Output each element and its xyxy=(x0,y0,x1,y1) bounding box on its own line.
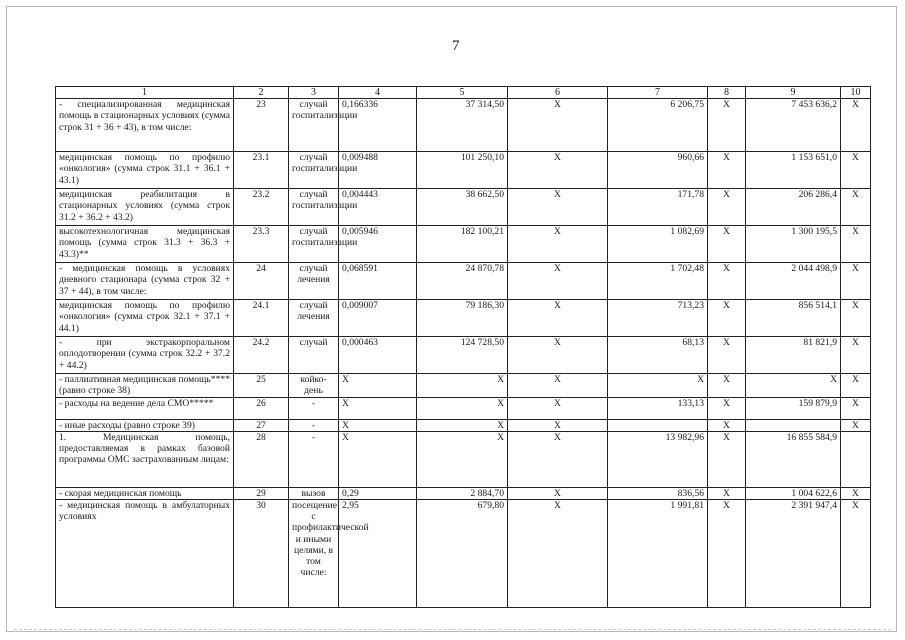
table-cell: - паллиативная медицинская помощь**** (равно строке 38) xyxy=(56,374,234,397)
table-cell: X xyxy=(708,431,746,487)
table-cell: посещение с профилактической и иными целями, в том числе: xyxy=(289,500,339,608)
table-cell: случай госпитализации xyxy=(289,189,339,226)
table-row xyxy=(56,487,871,499)
table-cell: 24 870,78 xyxy=(417,263,508,300)
table-cell: X xyxy=(508,397,608,419)
table-cell: X xyxy=(339,419,417,431)
table-cell: 679,80 xyxy=(417,500,508,608)
table-cell: случай госпитализации xyxy=(289,99,339,152)
table-cell: X xyxy=(841,189,871,226)
table-cell: 29 xyxy=(234,487,289,499)
table-cell: 27 xyxy=(234,419,289,431)
table-cell: 1 991,81 xyxy=(608,500,708,608)
table-cell: X xyxy=(417,374,508,397)
table-cell: 124 728,50 xyxy=(417,337,508,374)
table-cell: X xyxy=(708,99,746,152)
table-cell: X xyxy=(508,300,608,337)
table-row xyxy=(56,263,871,300)
table-cell: 1 702,48 xyxy=(608,263,708,300)
table-cell xyxy=(746,419,841,431)
table-row xyxy=(56,152,871,189)
table-cell: - медицинская помощь в условиях дневного стационара (сумма строк 32 + 37 + 44), в том числе: xyxy=(56,263,234,300)
table-cell: X xyxy=(417,431,508,487)
table-row xyxy=(56,226,871,263)
table-cell: 0,166336 xyxy=(339,99,417,152)
table-cell: - расходы на ведение дела СМО***** xyxy=(56,397,234,419)
table-cell: вызов xyxy=(289,487,339,499)
table-cell: 713,23 xyxy=(608,300,708,337)
column-number-header: 8 xyxy=(708,87,746,99)
table-cell: X xyxy=(841,374,871,397)
table-cell: койко-день xyxy=(289,374,339,397)
table-cell: 37 314,50 xyxy=(417,99,508,152)
table-cell: X xyxy=(841,300,871,337)
table-cell: 0,004443 xyxy=(339,189,417,226)
table-row xyxy=(56,300,871,337)
table-cell: X xyxy=(339,397,417,419)
table-cell: - иные расходы (равно строке 39) xyxy=(56,419,234,431)
table-cell: X xyxy=(508,431,608,487)
table-cell: X xyxy=(841,152,871,189)
table-cell: 6 206,75 xyxy=(608,99,708,152)
table-cell: 68,13 xyxy=(608,337,708,374)
column-number-header: 5 xyxy=(417,87,508,99)
table-cell: - скорая медицинская помощь xyxy=(56,487,234,499)
table-cell: 28 xyxy=(234,431,289,487)
table-row xyxy=(56,189,871,226)
table-cell: 0,009488 xyxy=(339,152,417,189)
table-cell: 0,29 xyxy=(339,487,417,499)
table-cell: 836,56 xyxy=(608,487,708,499)
table-cell: X xyxy=(708,500,746,608)
table-cell: случай госпитализации xyxy=(289,226,339,263)
table-row xyxy=(56,374,871,397)
table-cell: 2 884,70 xyxy=(417,487,508,499)
table-row xyxy=(56,99,871,152)
table-cell: X xyxy=(708,419,746,431)
table-cell: X xyxy=(746,374,841,397)
table-cell: 0,005946 xyxy=(339,226,417,263)
table-cell: 16 855 584,9 xyxy=(746,431,841,487)
table-cell: 7 453 636,2 xyxy=(746,99,841,152)
table-cell: 79 186,30 xyxy=(417,300,508,337)
table-cell: 101 250,10 xyxy=(417,152,508,189)
table-cell: X xyxy=(508,189,608,226)
table-cell: X xyxy=(841,397,871,419)
table-cell xyxy=(608,419,708,431)
table-cell: X xyxy=(508,419,608,431)
table-cell: X xyxy=(841,263,871,300)
table-cell: 159 879,9 xyxy=(746,397,841,419)
table-row xyxy=(56,500,871,608)
table-cell: медицинская реабилитация в стационарных условиях (сумма строк 31.2 + 36.2 + 43.2) xyxy=(56,189,234,226)
table-cell: 2 044 498,9 xyxy=(746,263,841,300)
table-cell: случай xyxy=(289,337,339,374)
data-table xyxy=(55,86,871,608)
table-cell: 2 391 947,4 xyxy=(746,500,841,608)
table-cell: 81 821,9 xyxy=(746,337,841,374)
table-cell: 1 153 651,0 xyxy=(746,152,841,189)
table-cell: - медицинская помощь в амбулаторных условиях xyxy=(56,500,234,608)
table-cell: X xyxy=(708,226,746,263)
table-cell: 1 004 622,6 xyxy=(746,487,841,499)
table-cell: - xyxy=(289,431,339,487)
table-cell: X xyxy=(841,337,871,374)
table-cell: 206 286,4 xyxy=(746,189,841,226)
table-cell: X xyxy=(339,374,417,397)
table-cell: 24.2 xyxy=(234,337,289,374)
table-cell: 0,009007 xyxy=(339,300,417,337)
table-cell: случай госпитализации xyxy=(289,152,339,189)
table-cell: X xyxy=(508,374,608,397)
table-cell: - при экстракорпоральном оплодотворении (сумма строк 32.2 + 37.2 + 44.2) xyxy=(56,337,234,374)
table-cell: случай лечения xyxy=(289,263,339,300)
column-number-header: 6 xyxy=(508,87,608,99)
table-cell: 23.2 xyxy=(234,189,289,226)
table-cell: X xyxy=(708,337,746,374)
table-cell: X xyxy=(417,419,508,431)
table-cell: X xyxy=(708,374,746,397)
table-cell: X xyxy=(417,397,508,419)
table-cell: 24 xyxy=(234,263,289,300)
column-number-header: 9 xyxy=(746,87,841,99)
table-cell: X xyxy=(708,263,746,300)
table-cell: X xyxy=(841,226,871,263)
table-cell: X xyxy=(508,487,608,499)
table-cell xyxy=(841,431,871,487)
table-row xyxy=(56,337,871,374)
table-cell: 23.3 xyxy=(234,226,289,263)
table-cell: 171,78 xyxy=(608,189,708,226)
table-cell: X xyxy=(841,419,871,431)
table-cell: 182 100,21 xyxy=(417,226,508,263)
table-cell: 960,66 xyxy=(608,152,708,189)
table-cell: 1 082,69 xyxy=(608,226,708,263)
table-row xyxy=(56,419,871,431)
table-cell: 38 662,50 xyxy=(417,189,508,226)
page-number: 7 xyxy=(452,38,460,54)
table-cell: 0,068591 xyxy=(339,263,417,300)
table-cell: X xyxy=(339,431,417,487)
column-number-header: 3 xyxy=(289,87,339,99)
table-cell: 24.1 xyxy=(234,300,289,337)
table-cell: X xyxy=(708,397,746,419)
table-cell: X xyxy=(841,487,871,499)
table-cell: случай лечения xyxy=(289,300,339,337)
table-header-row xyxy=(56,87,871,99)
table-cell: X xyxy=(708,300,746,337)
column-number-header: 1 xyxy=(56,87,234,99)
column-number-header: 2 xyxy=(234,87,289,99)
table-cell: 1 300 195,5 xyxy=(746,226,841,263)
table-cell: 2,95 xyxy=(339,500,417,608)
table-cell: 23 xyxy=(234,99,289,152)
column-number-header: 10 xyxy=(841,87,871,99)
table-cell: X xyxy=(841,99,871,152)
table-cell: медицинская помощь по профилю «онкология» (сумма строк 32.1 + 37.1 + 44.1) xyxy=(56,300,234,337)
table-cell: X xyxy=(708,189,746,226)
table-cell: X xyxy=(508,263,608,300)
table-cell: 133,13 xyxy=(608,397,708,419)
table-cell: 13 982,96 xyxy=(608,431,708,487)
table-cell: X xyxy=(508,337,608,374)
table-cell: 1. Медицинская помощь, предоставляемая в рамках базовой программы ОМС застрахованным лицам: xyxy=(56,431,234,487)
table-cell: X xyxy=(508,152,608,189)
table-cell: X xyxy=(708,487,746,499)
table-cell: X xyxy=(508,226,608,263)
table-cell: 0,000463 xyxy=(339,337,417,374)
scan-edge-line xyxy=(14,629,891,631)
table-cell: X xyxy=(708,152,746,189)
table-cell: X xyxy=(841,500,871,608)
table-cell: 856 514,1 xyxy=(746,300,841,337)
table-row xyxy=(56,397,871,419)
table-cell: X xyxy=(608,374,708,397)
table-cell: высокотехнологичная медицинская помощь (сумма строк 31.3 + 36.3 + 43.3)** xyxy=(56,226,234,263)
table-cell: - специализированная медицинская помощь в стационарных условиях (сумма строк 31 + 36 + 43), в том числе: xyxy=(56,99,234,152)
table-cell: 25 xyxy=(234,374,289,397)
column-number-header: 4 xyxy=(339,87,417,99)
table-row xyxy=(56,431,871,487)
table-cell: 30 xyxy=(234,500,289,608)
table-cell: - xyxy=(289,419,339,431)
column-number-header: 7 xyxy=(608,87,708,99)
table-cell: - xyxy=(289,397,339,419)
table-cell: медицинская помощь по профилю «онкология» (сумма строк 31.1 + 36.1 + 43.1) xyxy=(56,152,234,189)
table-cell: 26 xyxy=(234,397,289,419)
table-cell: X xyxy=(508,500,608,608)
table-cell: X xyxy=(508,99,608,152)
table-cell: 23.1 xyxy=(234,152,289,189)
